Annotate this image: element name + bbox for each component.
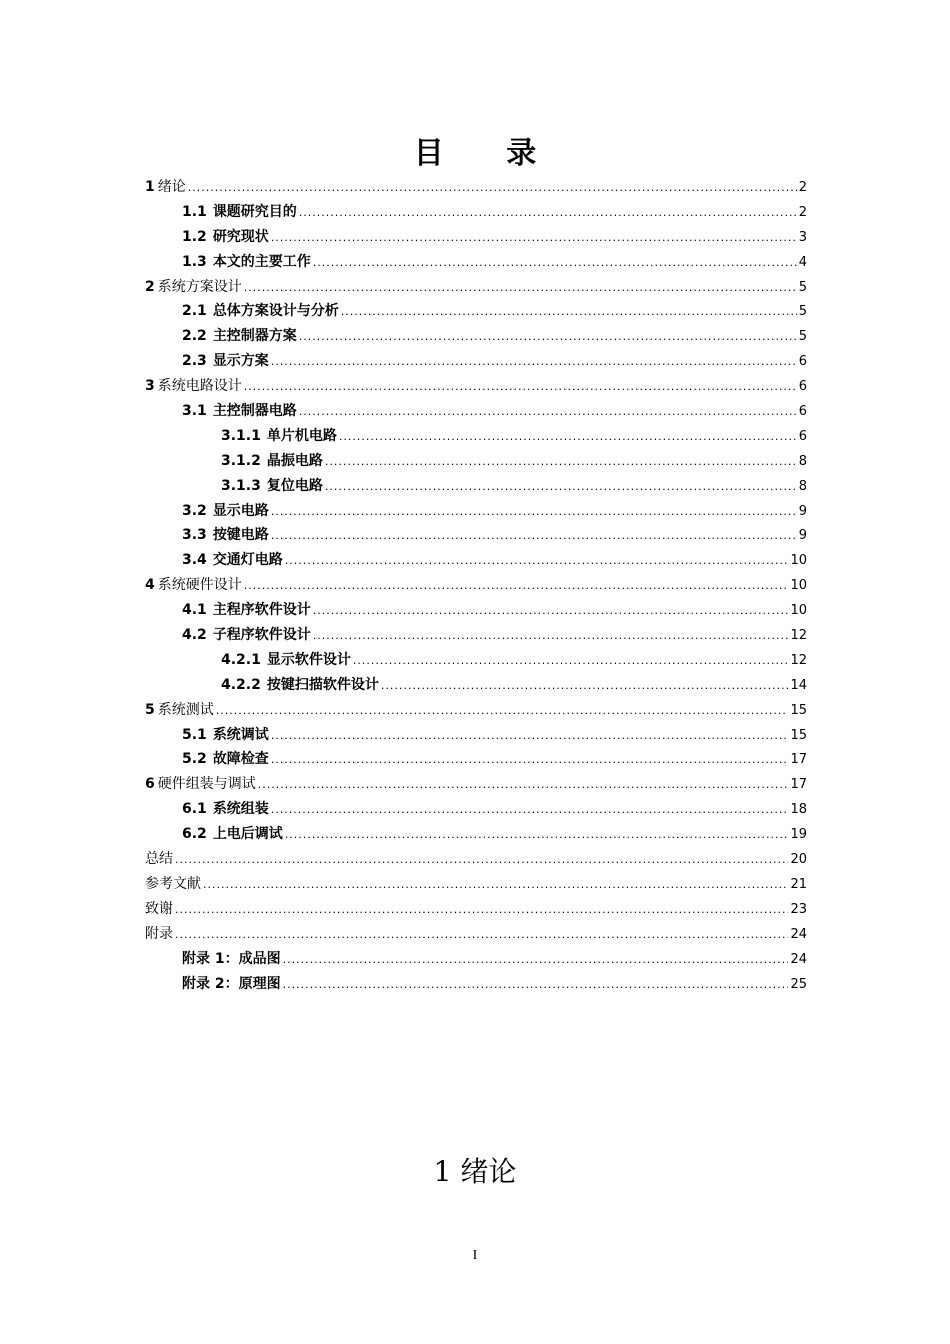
toc-entry-number: 2.3 <box>182 353 207 370</box>
toc-leader-dots <box>325 450 797 475</box>
toc-leader-dots <box>313 599 789 624</box>
toc-entry-label: 交通灯电路 <box>212 552 283 569</box>
toc-entry-page: 10 <box>790 578 807 594</box>
toc-leader-dots <box>175 848 788 873</box>
toc-entry-page: 14 <box>790 677 807 693</box>
toc-leader-dots <box>203 873 788 898</box>
toc-entry[interactable] <box>145 723 807 748</box>
toc-entry-number: 1.3 <box>182 253 207 270</box>
table-of-contents <box>145 175 807 996</box>
toc-leader-dots <box>271 350 797 375</box>
page-number: I <box>472 1248 478 1263</box>
toc-leader-dots <box>299 201 797 226</box>
toc-entry[interactable] <box>145 897 807 922</box>
toc-entry-label: 主控制器电路 <box>212 403 297 420</box>
toc-entry[interactable] <box>145 648 807 673</box>
toc-leader-dots <box>353 649 789 674</box>
toc-entry-page: 18 <box>790 802 807 818</box>
toc-entry-label: 参考文献 <box>145 875 201 892</box>
toc-leader-dots <box>339 425 797 450</box>
toc-entry-number: 1 <box>145 179 155 195</box>
toc-entry[interactable] <box>145 573 807 598</box>
toc-leader-dots <box>283 948 789 973</box>
toc-entry[interactable] <box>145 772 807 797</box>
toc-entry-number: 4.1 <box>182 602 207 619</box>
toc-entry-label: 系统调试 <box>212 726 269 743</box>
toc-entry[interactable] <box>145 449 807 474</box>
toc-entry[interactable] <box>145 374 807 399</box>
toc-leader-dots <box>341 300 797 325</box>
toc-entry-number: 2 <box>145 278 155 295</box>
toc-entry[interactable] <box>145 349 807 374</box>
toc-entry[interactable] <box>145 225 807 250</box>
toc-entry[interactable] <box>145 324 807 349</box>
toc-entry[interactable] <box>145 797 807 822</box>
toc-entry-label: 故障检查 <box>212 751 269 768</box>
toc-entry[interactable] <box>145 947 807 972</box>
toc-entry-number: 6 <box>145 776 155 793</box>
toc-leader-dots <box>299 400 797 425</box>
toc-entry-label: 上电后调试 <box>212 826 283 843</box>
toc-entry-number: 2.1 <box>182 303 207 320</box>
toc-entry-label: 子程序软件设计 <box>212 627 311 644</box>
toc-leader-dots <box>271 798 789 823</box>
toc-entry-label: 显示电路 <box>212 502 269 519</box>
toc-entry-page: 6 <box>798 428 807 444</box>
toc-entry-number: 4 <box>145 577 155 594</box>
toc-entry[interactable] <box>145 399 807 424</box>
toc-entry-page: 6 <box>798 354 807 370</box>
toc-entry[interactable] <box>145 747 807 772</box>
chapter-heading: 1 绪论 <box>433 1155 517 1188</box>
toc-entry-page: 21 <box>790 876 807 892</box>
toc-entry-page: 15 <box>790 702 807 718</box>
toc-leader-dots <box>271 724 789 749</box>
toc-entry-page: 2 <box>798 204 807 220</box>
toc-entry-page: 17 <box>790 777 807 793</box>
toc-leader-dots <box>313 251 797 276</box>
toc-entry[interactable] <box>145 847 807 872</box>
toc-leader-dots <box>283 973 789 998</box>
toc-entry-page: 23 <box>790 901 807 917</box>
toc-entry[interactable] <box>145 922 807 947</box>
toc-entry-label: 显示方案 <box>212 353 269 370</box>
toc-entry-label: 主控制器方案 <box>212 328 297 345</box>
toc-entry-page: 20 <box>790 852 807 868</box>
toc-entry-label: 附录 1：成品图 <box>182 950 281 967</box>
toc-entry-page: 24 <box>790 951 807 967</box>
toc-entry[interactable] <box>145 548 807 573</box>
toc-entry-number: 4.2 <box>182 627 207 644</box>
toc-entry-number: 3.1.3 <box>221 477 261 494</box>
toc-entry[interactable] <box>145 499 807 524</box>
toc-entry-number: 1.2 <box>182 228 207 245</box>
toc-entry-page: 9 <box>798 503 807 519</box>
toc-entry-number: 4.2.2 <box>221 676 261 693</box>
toc-entry-page: 25 <box>790 976 807 992</box>
toc-entry-label: 系统方案设计 <box>157 278 242 295</box>
toc-entry[interactable] <box>145 424 807 449</box>
toc-leader-dots <box>244 276 797 301</box>
toc-entry-page: 8 <box>798 478 807 494</box>
toc-leader-dots <box>381 674 789 699</box>
toc-entry-label: 附录 2：原理图 <box>182 975 281 992</box>
toc-entry-number: 3.1.2 <box>221 452 261 469</box>
toc-entry-label: 系统硬件设计 <box>157 577 242 594</box>
toc-entry-label: 主程序软件设计 <box>212 602 311 619</box>
toc-entry-page: 19 <box>790 827 807 843</box>
toc-entry-label: 单片机电路 <box>266 427 337 444</box>
toc-leader-dots <box>271 500 797 525</box>
toc-entry-label: 附录 <box>145 925 173 942</box>
toc-leader-dots <box>175 898 788 923</box>
toc-entry[interactable] <box>145 698 807 723</box>
toc-entry-label: 本文的主要工作 <box>212 253 311 270</box>
toc-entry[interactable] <box>145 275 807 300</box>
toc-entry-page: 17 <box>790 752 807 768</box>
toc-entry-number: 4.2.1 <box>221 651 261 668</box>
toc-entry-page: 5 <box>798 329 807 345</box>
toc-entry[interactable] <box>145 200 807 225</box>
toc-entry-label: 研究现状 <box>212 228 269 245</box>
toc-leader-dots <box>271 524 797 549</box>
toc-entry[interactable] <box>145 523 807 548</box>
toc-entry-number: 6.2 <box>182 826 207 843</box>
toc-entry-number: 3 <box>145 378 155 395</box>
toc-entry-label: 硬件组装与调试 <box>157 776 256 793</box>
toc-entry-page: 8 <box>798 453 807 469</box>
toc-entry-label: 系统电路设计 <box>157 378 242 395</box>
toc-entry-number: 3.1.1 <box>221 427 261 444</box>
toc-entry-number: 2.2 <box>182 328 207 345</box>
toc-entry[interactable] <box>145 623 807 648</box>
toc-entry-page: 2 <box>798 180 807 195</box>
toc-entry-label: 课题研究目的 <box>212 203 297 220</box>
toc-leader-dots <box>271 226 797 251</box>
toc-entry-label: 按键扫描软件设计 <box>266 676 379 693</box>
toc-entry-label: 显示软件设计 <box>266 651 351 668</box>
toc-entry-page: 12 <box>790 628 807 644</box>
toc-entry-page: 9 <box>798 528 807 544</box>
toc-entry[interactable] <box>145 673 807 698</box>
toc-entry-label: 总体方案设计与分析 <box>212 303 339 320</box>
toc-entry[interactable] <box>145 250 807 275</box>
toc-entry-page: 6 <box>798 379 807 395</box>
toc-entry-number: 5 <box>145 701 155 718</box>
toc-entry-number: 3.4 <box>182 552 207 569</box>
toc-entry-page: 4 <box>798 254 807 270</box>
toc-entry[interactable] <box>145 972 807 997</box>
toc-leader-dots <box>258 773 789 798</box>
toc-entry-number: 5.1 <box>182 726 207 743</box>
toc-entry-number: 5.2 <box>182 751 207 768</box>
toc-entry[interactable] <box>145 299 807 324</box>
toc-entry-number: 3.3 <box>182 527 207 544</box>
toc-entry[interactable] <box>145 872 807 897</box>
toc-leader-dots <box>299 325 797 350</box>
toc-entry[interactable] <box>145 598 807 623</box>
toc-entry[interactable] <box>145 822 807 847</box>
toc-entry-label: 系统组装 <box>212 801 269 818</box>
toc-entry-number: 6.1 <box>182 801 207 818</box>
toc-entry-label: 系统测试 <box>157 701 214 718</box>
toc-leader-dots <box>244 375 797 400</box>
toc-entry-number: 3.1 <box>182 403 207 420</box>
toc-entry-label: 按键电路 <box>212 527 269 544</box>
toc-entry-label: 晶振电路 <box>266 452 323 469</box>
toc-entry-page: 12 <box>790 652 807 668</box>
toc-entry-page: 24 <box>790 926 807 942</box>
toc-title: 目 录 <box>413 136 563 171</box>
toc-entry[interactable] <box>145 175 807 200</box>
toc-leader-dots <box>313 624 789 649</box>
toc-entry-page: 6 <box>798 404 807 420</box>
toc-leader-dots <box>325 475 797 500</box>
toc-entry-page: 3 <box>798 229 807 245</box>
toc-entry-page: 10 <box>790 553 807 569</box>
toc-leader-dots <box>285 549 789 574</box>
toc-entry-page: 15 <box>790 727 807 743</box>
toc-leader-dots <box>175 923 788 948</box>
toc-leader-dots <box>216 699 789 724</box>
toc-entry-label: 复位电路 <box>266 477 323 494</box>
toc-entry[interactable] <box>145 474 807 499</box>
toc-entry-number: 1.1 <box>182 203 207 220</box>
toc-leader-dots <box>271 748 789 773</box>
toc-leader-dots <box>285 823 789 848</box>
toc-leader-dots <box>188 176 797 201</box>
toc-entry-label: 绪论 <box>157 179 186 195</box>
toc-entry-page: 5 <box>798 279 807 295</box>
toc-entry-label: 总结 <box>145 851 173 868</box>
toc-entry-number: 3.2 <box>182 502 207 519</box>
toc-entry-page: 10 <box>790 603 807 619</box>
toc-entry-label: 致谢 <box>145 900 173 917</box>
toc-entry-page: 5 <box>798 304 807 320</box>
toc-leader-dots <box>244 574 789 599</box>
